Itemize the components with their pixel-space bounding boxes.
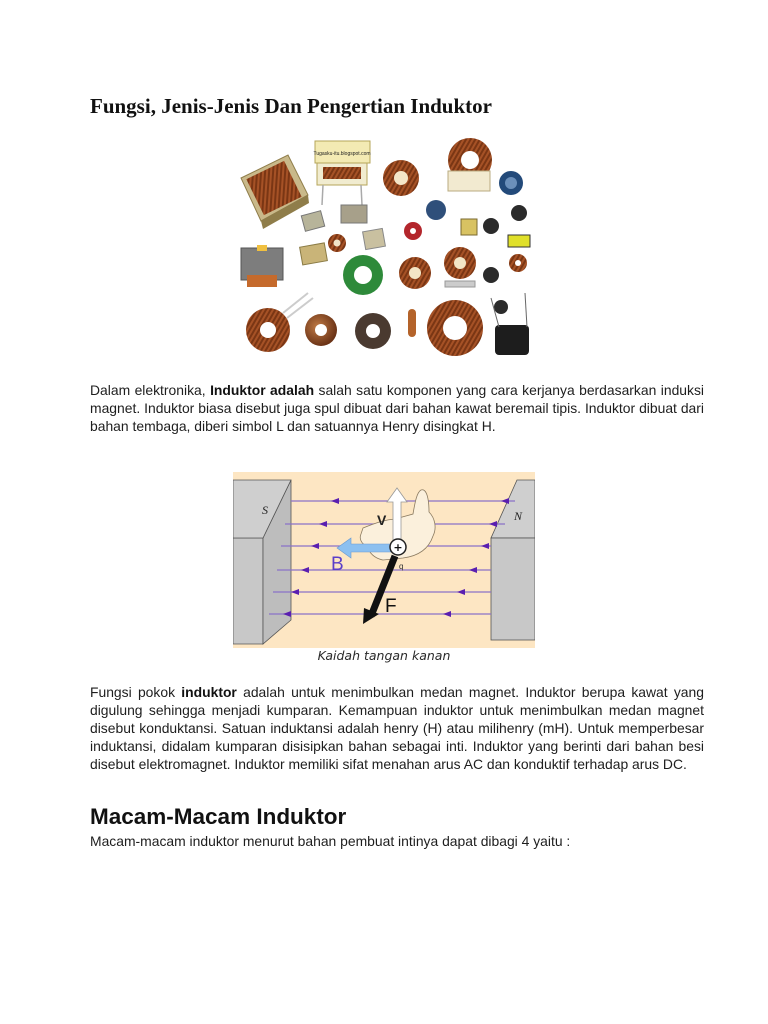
svg-text:+: +	[393, 541, 403, 554]
function-text-bold: induktor	[181, 684, 237, 700]
figure-caption: Kaidah tangan kanan	[317, 648, 451, 663]
function-paragraph	[90, 683, 704, 773]
south-magnet	[233, 480, 291, 644]
svg-text:V: V	[377, 512, 387, 528]
inductors-photo	[233, 133, 538, 368]
svg-text:Tugasku-itu.blogspot.com: Tugasku-itu.blogspot.com	[313, 151, 371, 157]
svg-text:F: F	[385, 596, 397, 617]
function-text-prefix: Fungsi pokok	[90, 684, 182, 700]
svg-text:q: q	[399, 562, 404, 571]
intro-text-suffix: salah satu komponen yang cara kerjanya berdasarkan induksi magnet. Induktor biasa disebut juga spul dibuat dari bahan kawat beremail tipis. Induktor dibuat dari bahan tembaga, diberi simbol L dan satuannya Henry disingkat H.	[90, 382, 704, 434]
types-intro-paragraph: Macam-macam induktor menurut bahan pembuat intinya dapat dibagi 4 yaitu :	[90, 833, 571, 849]
svg-text:S: S	[262, 503, 268, 517]
intro-text-bold: Induktor adalah	[210, 382, 315, 398]
section-heading: Macam-Macam Induktor	[90, 804, 347, 829]
function-text-suffix: adalah untuk menimbulkan medan magnet. Induktor berupa kawat yang digulung sehingga menjadi kumparan. Kemampuan induktor untuk menimbulkan medan magnet disebut konduktansi. Satuan induktansi adalah henry (H) atau milihenry (mH). Untuk memperbesar induktansi, didalam kumparan disisipkan bahan sebagai inti. Induktor yang berinti dari bahan besi disebut elektromagnet. Induktor memiliki sifat menahan arus AC dan konduktif terhadap arus DC.	[90, 684, 704, 772]
page-title: Fungsi, Jenis-Jenis Dan Pengertian Induktor	[90, 94, 492, 118]
svg-text:B: B	[331, 554, 344, 575]
intro-paragraph	[90, 381, 704, 435]
svg-text:N: N	[514, 509, 523, 523]
right-hand-rule-diagram	[233, 472, 535, 648]
intro-text-prefix: Dalam elektronika,	[90, 382, 211, 398]
